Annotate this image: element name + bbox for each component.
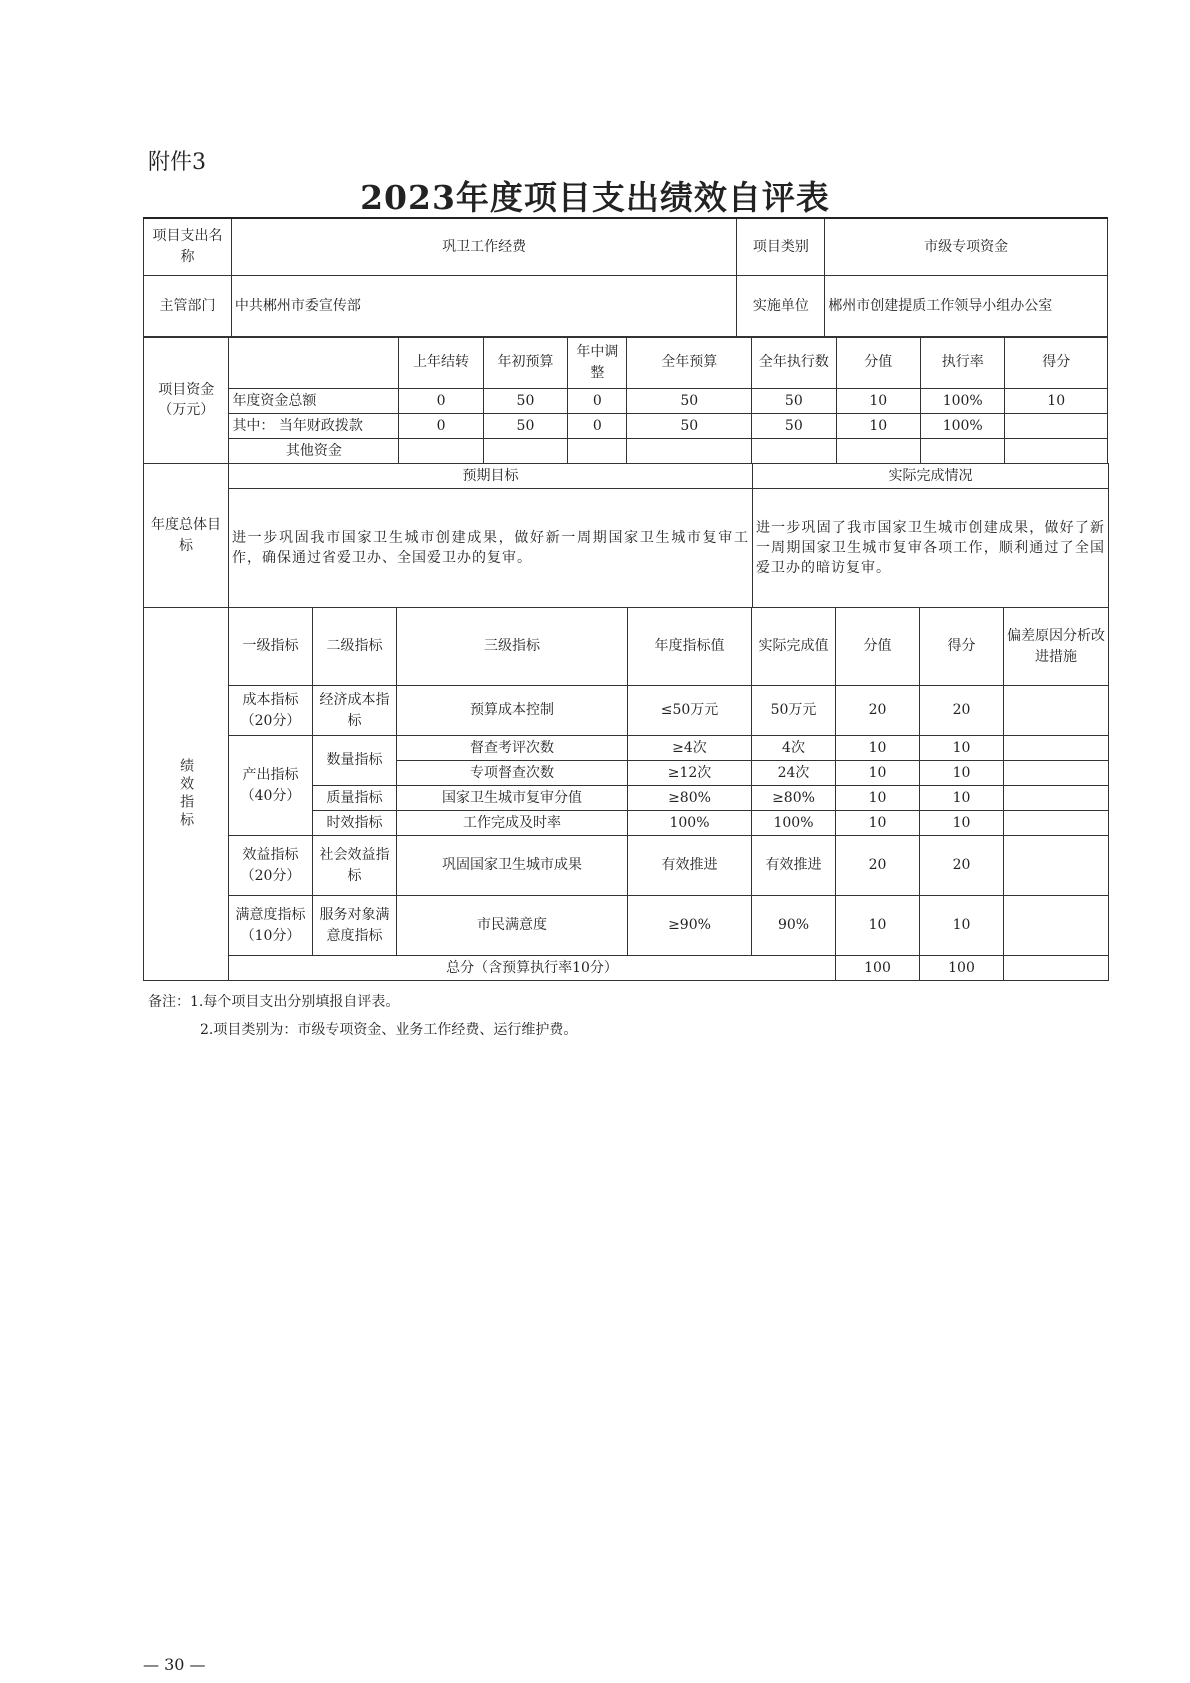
funds-row-label: 其中： 当年财政拨款 xyxy=(229,414,399,439)
ind-header-actual: 实际完成值 xyxy=(752,608,836,686)
expected-goal-header: 预期目标 xyxy=(229,464,753,489)
indicators-header-row xyxy=(144,608,1109,686)
indicator-row xyxy=(144,686,1109,736)
funds-cell xyxy=(627,439,752,464)
ind-score: 20 xyxy=(920,686,1004,736)
funds-cell: 0 xyxy=(568,414,627,439)
ind-target: ≥80% xyxy=(628,786,752,811)
ind-actual: ≥80% xyxy=(752,786,836,811)
funds-cell: 50 xyxy=(627,389,752,414)
ind-score: 10 xyxy=(920,811,1004,836)
indicators-table xyxy=(143,607,1109,981)
indicators-section-label: 绩效指标 xyxy=(144,608,229,981)
funds-cell xyxy=(752,439,836,464)
indicator-row xyxy=(144,736,1109,761)
indicator-row xyxy=(144,836,1109,896)
ind-target: ≥4次 xyxy=(628,736,752,761)
funds-header-score: 得分 xyxy=(1005,337,1108,389)
ind-score: 10 xyxy=(920,761,1004,786)
funds-cell xyxy=(399,439,483,464)
ind-actual: 90% xyxy=(752,896,836,956)
note-1: 备注：1.每个项目支出分别填报自评表。 xyxy=(148,994,400,1010)
ind-target: ≤50万元 xyxy=(628,686,752,736)
ind-value: 10 xyxy=(836,736,920,761)
note-2: 2.项目类别为：市级专项资金、业务工作经费、运行维护费。 xyxy=(200,1022,578,1038)
ind-group-benefit: 效益指标（20分） xyxy=(229,836,313,896)
impl-label: 实施单位 xyxy=(737,275,825,337)
funds-cell: 50 xyxy=(483,389,567,414)
ind-target: 100% xyxy=(628,811,752,836)
ind-header-value: 分值 xyxy=(836,608,920,686)
ind-level3: 预算成本控制 xyxy=(397,686,628,736)
goals-body-row xyxy=(144,489,1109,608)
ind-group-cost: 成本指标（20分） xyxy=(229,686,313,736)
funds-cell: 100% xyxy=(921,414,1005,439)
goals-section-label: 年度总体目标 xyxy=(144,464,229,608)
ind-score: 10 xyxy=(920,736,1004,761)
funds-cell xyxy=(921,439,1005,464)
funds-cell: 0 xyxy=(399,414,483,439)
expected-goal-text: 进一步巩固我市国家卫生城市创建成果，做好新一周期国家卫生城市复审工作，确保通过省爱卫办、全国爱卫办的复审。 xyxy=(229,489,753,608)
ind-level2: 经济成本指标 xyxy=(313,686,397,736)
funds-row-label: 年度资金总额 xyxy=(229,389,399,414)
ind-header-level1: 一级指标 xyxy=(229,608,313,686)
ind-level3: 督查考评次数 xyxy=(397,736,628,761)
ind-value: 10 xyxy=(836,811,920,836)
ind-actual: 有效推进 xyxy=(752,836,836,896)
total-label: 总分（含预算执行率10分） xyxy=(229,956,836,981)
notes xyxy=(148,988,577,1044)
funds-cell xyxy=(836,439,920,464)
funds-cell: 50 xyxy=(752,389,836,414)
ind-level3: 专项督查次数 xyxy=(397,761,628,786)
funds-header-row xyxy=(144,337,1108,389)
ind-score: 20 xyxy=(920,836,1004,896)
funds-cell: 0 xyxy=(399,389,483,414)
actual-goal-text: 进一步巩固了我市国家卫生城市创建成果，做好了新一周期国家卫生城市复审各项工作，顺利通过了全国爱卫办的暗访复审。 xyxy=(753,489,1109,608)
ind-header-level3: 三级指标 xyxy=(397,608,628,686)
self-evaluation-table xyxy=(143,217,1108,338)
project-name-value: 巩卫工作经费 xyxy=(231,218,736,275)
funds-cell: 50 xyxy=(752,414,836,439)
funds-header-mid: 年中调整 xyxy=(568,337,627,389)
funds-header-full: 全年预算 xyxy=(627,337,752,389)
ind-value: 10 xyxy=(836,761,920,786)
funds-row-label: 其他资金 xyxy=(229,439,399,464)
ind-value: 20 xyxy=(836,836,920,896)
total-row xyxy=(144,956,1109,981)
dept-label: 主管部门 xyxy=(144,275,232,337)
goals-table xyxy=(143,463,1109,608)
ind-level2: 服务对象满意度指标 xyxy=(313,896,397,956)
funds-row xyxy=(144,414,1108,439)
funds-cell: 10 xyxy=(836,389,920,414)
funds-cell xyxy=(483,439,567,464)
ind-header-target: 年度指标值 xyxy=(628,608,752,686)
ind-group-output: 产出指标（40分） xyxy=(229,736,313,836)
ind-group-satisfaction: 满意度指标（10分） xyxy=(229,896,313,956)
project-name-row xyxy=(144,218,1108,275)
ind-score: 10 xyxy=(920,896,1004,956)
funds-cell: 10 xyxy=(1005,389,1108,414)
ind-level3: 市民满意度 xyxy=(397,896,628,956)
ind-target: ≥12次 xyxy=(628,761,752,786)
attachment-label: 附件3 xyxy=(148,150,206,175)
project-category-value: 市级专项资金 xyxy=(825,218,1108,275)
funds-header-exec: 全年执行数 xyxy=(752,337,836,389)
funds-cell: 50 xyxy=(627,414,752,439)
ind-value: 20 xyxy=(836,686,920,736)
page-title: 2023年度项目支出绩效自评表 xyxy=(360,178,830,217)
funds-cell: 50 xyxy=(483,414,567,439)
funds-cell: 10 xyxy=(836,414,920,439)
ind-level2: 数量指标 xyxy=(313,736,397,786)
funds-header-initial: 年初预算 xyxy=(483,337,567,389)
ind-actual: 50万元 xyxy=(752,686,836,736)
funds-row xyxy=(144,389,1108,414)
ind-target: 有效推进 xyxy=(628,836,752,896)
ind-actual: 100% xyxy=(752,811,836,836)
funds-header-value: 分值 xyxy=(836,337,920,389)
ind-level3: 国家卫生城市复审分值 xyxy=(397,786,628,811)
project-category-label: 项目类别 xyxy=(737,218,825,275)
funds-cell: 100% xyxy=(921,389,1005,414)
funds-header-rate: 执行率 xyxy=(921,337,1005,389)
ind-target: ≥90% xyxy=(628,896,752,956)
ind-score: 10 xyxy=(920,786,1004,811)
ind-level2: 社会效益指标 xyxy=(313,836,397,896)
ind-level2: 质量指标 xyxy=(313,786,397,811)
funds-header-prev: 上年结转 xyxy=(399,337,483,389)
ind-actual: 24次 xyxy=(752,761,836,786)
page-number: — 30 — xyxy=(143,1655,206,1674)
funds-cell: 0 xyxy=(568,389,627,414)
total-score: 100 xyxy=(920,956,1004,981)
funds-cell xyxy=(1005,439,1108,464)
ind-header-deviation: 偏差原因分析改进措施 xyxy=(1004,608,1109,686)
project-name-label: 项目支出名称 xyxy=(144,218,232,275)
ind-header-level2: 二级指标 xyxy=(313,608,397,686)
ind-level3: 工作完成及时率 xyxy=(397,811,628,836)
goals-header-row xyxy=(144,464,1109,489)
funds-table xyxy=(143,336,1108,464)
funds-cell xyxy=(1005,414,1108,439)
ind-header-score: 得分 xyxy=(920,608,1004,686)
ind-level2: 时效指标 xyxy=(313,811,397,836)
impl-value: 郴州市创建提质工作领导小组办公室 xyxy=(825,275,1108,337)
funds-row xyxy=(144,439,1108,464)
dept-value: 中共郴州市委宣传部 xyxy=(231,275,736,337)
actual-goal-header: 实际完成情况 xyxy=(753,464,1109,489)
indicator-row xyxy=(144,896,1109,956)
ind-level3: 巩固国家卫生城市成果 xyxy=(397,836,628,896)
ind-value: 10 xyxy=(836,896,920,956)
ind-actual: 4次 xyxy=(752,736,836,761)
ind-value: 10 xyxy=(836,786,920,811)
total-value: 100 xyxy=(836,956,920,981)
funds-cell xyxy=(568,439,627,464)
funds-section-label: 项目资金（万元） xyxy=(144,337,229,464)
department-row xyxy=(144,275,1108,337)
